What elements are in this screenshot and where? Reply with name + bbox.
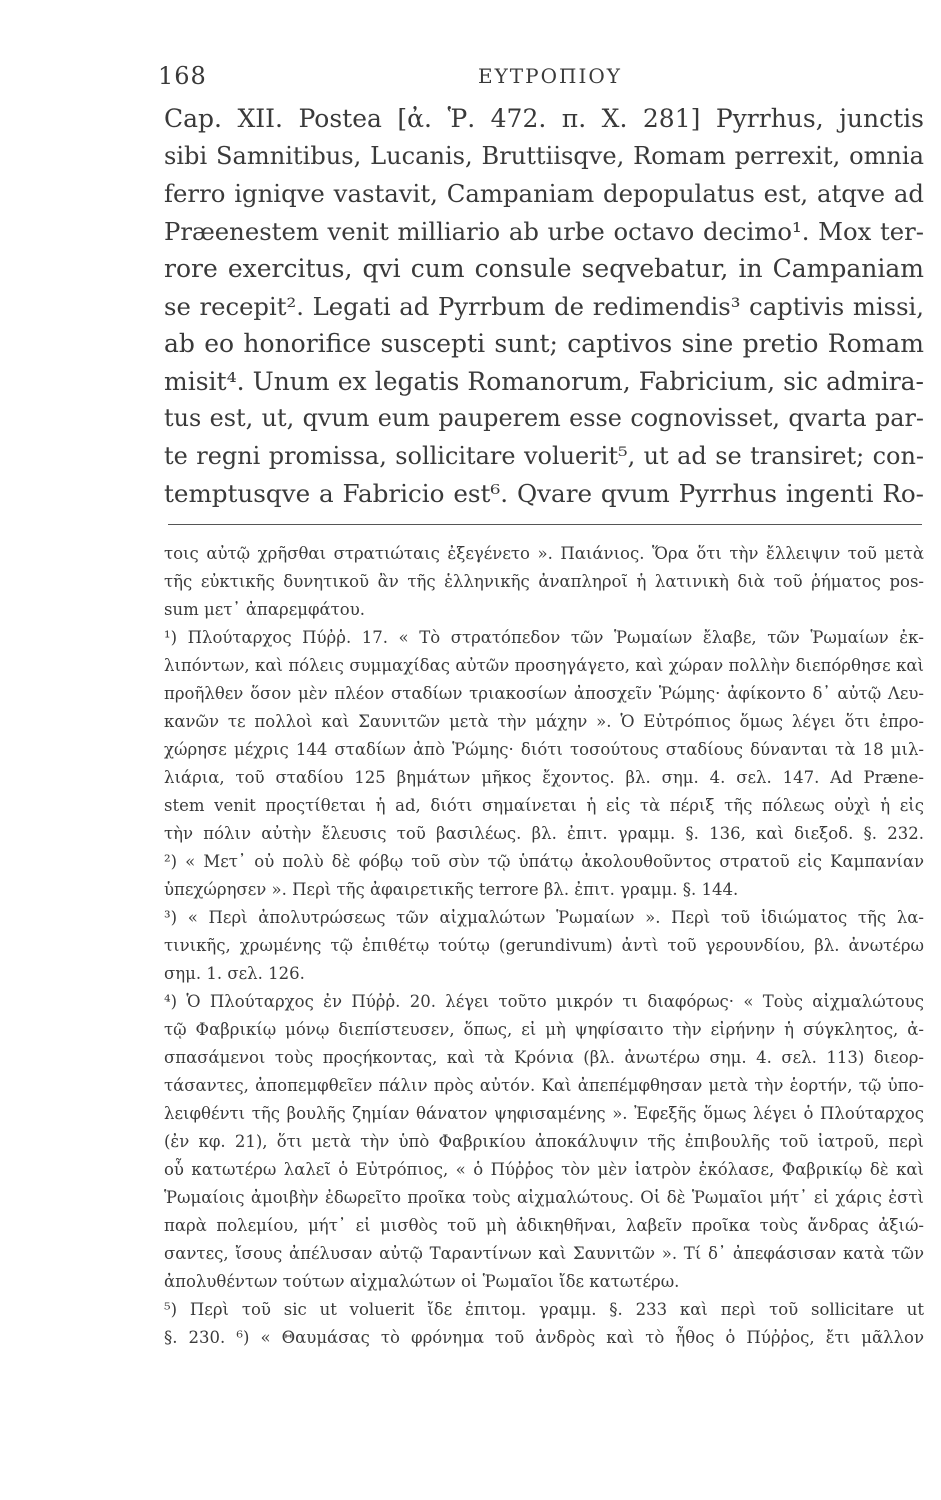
text-line: rore exercitus, qvi cum consule seqvebatur, in Campaniam: [164, 254, 924, 283]
footnote-line: τοις αὐτῷ χρῆσθαι στρατιώταις ἐξεγένετο ». Παιάνιος. Ὅρα ὅτι τὴν ἔλλειψιν τοῦ μετὰ: [164, 544, 924, 563]
footnote-line: Ῥωμαίοις ἀμοιβὴν ἐδωρεῖτο προῖκα τοὺς αἰχμαλώτους. Οἱ δὲ Ῥωμαῖοι μήτ᾽ εἰ χάρις ἐστὶ: [164, 1188, 924, 1207]
footnote-line: ἀπολυθέντων τούτων αἰχμαλώτων οἱ Ῥωμαῖοι ἴδε κατωτέρω.: [164, 1272, 680, 1291]
footnote-line: παρὰ πολεμίου, μήτ᾽ εἰ μισθὸς τοῦ μὴ ἀδικηθῆναι, λαβεῖν προῖκα τοὺς ἄνδρας ἀξιώ-: [164, 1216, 924, 1235]
footnote-line: sum μετ᾽ ἀπαρεμφάτου.: [164, 600, 366, 619]
page-number: 168: [158, 62, 207, 90]
footnote-line: λιπόντων, καὶ πόλεις συμμαχίδας αὐτῶν προσηγάγετο, καὶ χώραν πολλὴν διεπόρθησε καὶ: [164, 656, 924, 675]
footnotes-block: [164, 540, 924, 1352]
footnote-line: ³) « Περὶ ἀπολυτρώσεως τῶν αἰχμαλώτων Ῥωμαίων ». Περὶ τοῦ ἰδιώματος τῆς λα-: [164, 908, 924, 927]
footnote-line: κανῶν τε πολλοὶ καὶ Σαυνιτῶν μετὰ τὴν μάχην ». Ὁ Εὐτρόπιος ὅμως λέγει ὅτι ἐπρο-: [164, 712, 924, 731]
footnote-line: §. 230. ⁶) « Θαυμάσας τὸ φρόνημα τοῦ ἀνδρὸς καὶ τὸ ἦθος ὁ Πύῤῥος, ἔτι μᾶλλον: [164, 1328, 924, 1347]
text-line: ab eo honorifice suscepti sunt; captivos sine pretio Romam: [164, 329, 924, 358]
footnote-line: ὑπεχώρησεν ». Περὶ τῆς ἀφαιρετικῆς terrore βλ. ἐπιτ. γραμμ. §. 144.: [164, 880, 739, 899]
text-line: Cap. XII. Postea [ἀ. Ῥ. 472. π. Χ. 281] Pyrrhus, junctis: [164, 104, 924, 133]
running-title: ΕΥΤΡΟΠΙΟΥ: [478, 64, 622, 88]
footnote-line: σπασάμενοι τοὺς προςήκοντας, καὶ τὰ Κρόνια (βλ. ἀνωτέρω σημ. 4. σελ. 113) διεορ-: [164, 1048, 924, 1067]
footnote-divider: [168, 524, 922, 525]
footnote-line: χώρησε μέχρις 144 σταδίων ἀπὸ Ῥώμης· διότι τοσούτους σταδίους δύνανται τὰ 18 μιλ-: [164, 740, 924, 759]
text-line: tus est, ut, qvum eum pauperem esse cognovisset, qvarta par-: [164, 404, 924, 432]
footnote-line: ¹) Πλούταρχος Πύῤῥ. 17. « Τὸ στρατόπεδον τῶν Ῥωμαίων ἔλαβε, τῶν Ῥωμαίων ἐκ-: [164, 628, 924, 647]
footnote-line: τινικῆς, χρωμένης τῷ ἐπιθέτῳ τούτῳ (gerundivum) ἀντὶ τοῦ γερουνδίου, βλ. ἀνωτέρω: [164, 936, 924, 955]
footnote-line: τῷ Φαβρικίῳ μόνῳ διεπίστευσεν, ὅπως, εἰ μὴ ψηφίσαιτο τὴν εἰρήνην ἡ σύγκλητος, ἀ-: [164, 1020, 924, 1039]
text-line: temptusqve a Fabricio est⁶. Qvare qvum Pyrrhus ingenti Ro-: [164, 479, 924, 508]
footnote-line: stem venit προςτίθεται ἡ ad, διότι σημαίνεται ἡ εἰς τὰ πέριξ τῆς πόλεως οὐχὶ ἡ εἰς: [164, 796, 924, 815]
footnote-line: τάσαντες, ἀποπεμφθεῖεν πάλιν πρὸς αὐτόν. Καὶ ἀπεπέμφθησαν μετὰ τὴν ἑορτήν, τῷ ὑπο-: [164, 1076, 924, 1095]
main-text-block: [164, 100, 924, 513]
footnote-line: ⁴) Ὁ Πλούταρχος ἐν Πύῤῥ. 20. λέγει τοῦτο μικρόν τι διαφόρως· « Τοὺς αἰχμαλώτους: [164, 992, 924, 1011]
footnote-line: (ἐν κφ. 21), ὅτι μετὰ τὴν ὑπὸ Φαβρικίου ἀποκάλυψιν τῆς ἐπιβουλῆς τοῦ ἰατροῦ, περὶ: [164, 1132, 924, 1151]
text-line: te regni promissa, sollicitare voluerit⁵, ut ad se transiret; con-: [164, 441, 924, 470]
page-header: [158, 62, 920, 98]
text-line: sibi Samnitibus, Lucanis, Bruttiisqve, Romam perrexit, omnia: [164, 141, 924, 170]
footnote-line: τὴν πόλιν αὐτὴν ἔλευσις τοῦ βασιλέως. βλ. ἐπιτ. γραμμ. §. 136, καὶ διεξοδ. §. 232.: [164, 824, 924, 843]
footnote-line: λειφθέντι τῆς βουλῆς ζημίαν θάνατον ψηφισαμένης ». Ἐφεξῆς ὅμως λέγει ὁ Πλούταρχος: [164, 1104, 924, 1123]
text-line: misit⁴. Unum ex legatis Romanorum, Fabricium, sic admira-: [164, 366, 924, 396]
text-line: ferro igniqve vastavit, Campaniam depopulatus est, atqve ad: [164, 179, 924, 208]
footnote-line: λιάρια, τοῦ σταδίου 125 βημάτων μῆκος ἔχοντος. βλ. σημ. 4. σελ. 147. Ad Præne-: [164, 768, 924, 787]
footnote-line: προῆλθεν ὅσον μὲν πλέον σταδίων τριακοσίων ἀποσχεῖν Ῥώμης· ἀφίκοντο δ᾽ αὐτῷ Λευ-: [164, 684, 924, 703]
footnote-line: ²) « Μετ᾽ οὐ πολὺ δὲ φόβῳ τοῦ σὺν τῷ ὑπάτῳ ἀκολουθοῦντος στρατοῦ εἰς Καμπανίαν: [164, 852, 924, 871]
footnote-line: ⁵) Περὶ τοῦ sic ut voluerit ἴδε ἐπιτομ. γραμμ. §. 233 καὶ περὶ τοῦ sollicitare ut: [164, 1300, 924, 1319]
footnote-line: οὗ κατωτέρω λαλεῖ ὁ Εὐτρόπιος, « ὁ Πύῤῥος τὸν μὲν ἰατρὸν ἐκόλασε, Φαβρικίῳ δὲ καὶ: [164, 1160, 924, 1179]
text-line: Præenestem venit milliario ab urbe octavo decimo¹. Mox ter-: [164, 216, 924, 246]
footnote-line: σημ. 1. σελ. 126.: [164, 964, 305, 983]
text-line: se recepit². Legati ad Pyrrbum de redimendis³ captivis missi,: [164, 291, 924, 321]
footnote-line: σαντες, ἴσους ἀπέλυσαν αὐτῷ Ταραντίνων καὶ Σαυνιτῶν ». Τί δ᾽ ἀπεφάσισαν κατὰ τῶν: [164, 1244, 924, 1263]
footnote-line: τῆς εὐκτικῆς δυνητικοῦ ἂν τῆς ἑλληνικῆς ἀναπληροῖ ἡ λατινικὴ διὰ τοῦ ῥήματος pos-: [164, 572, 924, 591]
